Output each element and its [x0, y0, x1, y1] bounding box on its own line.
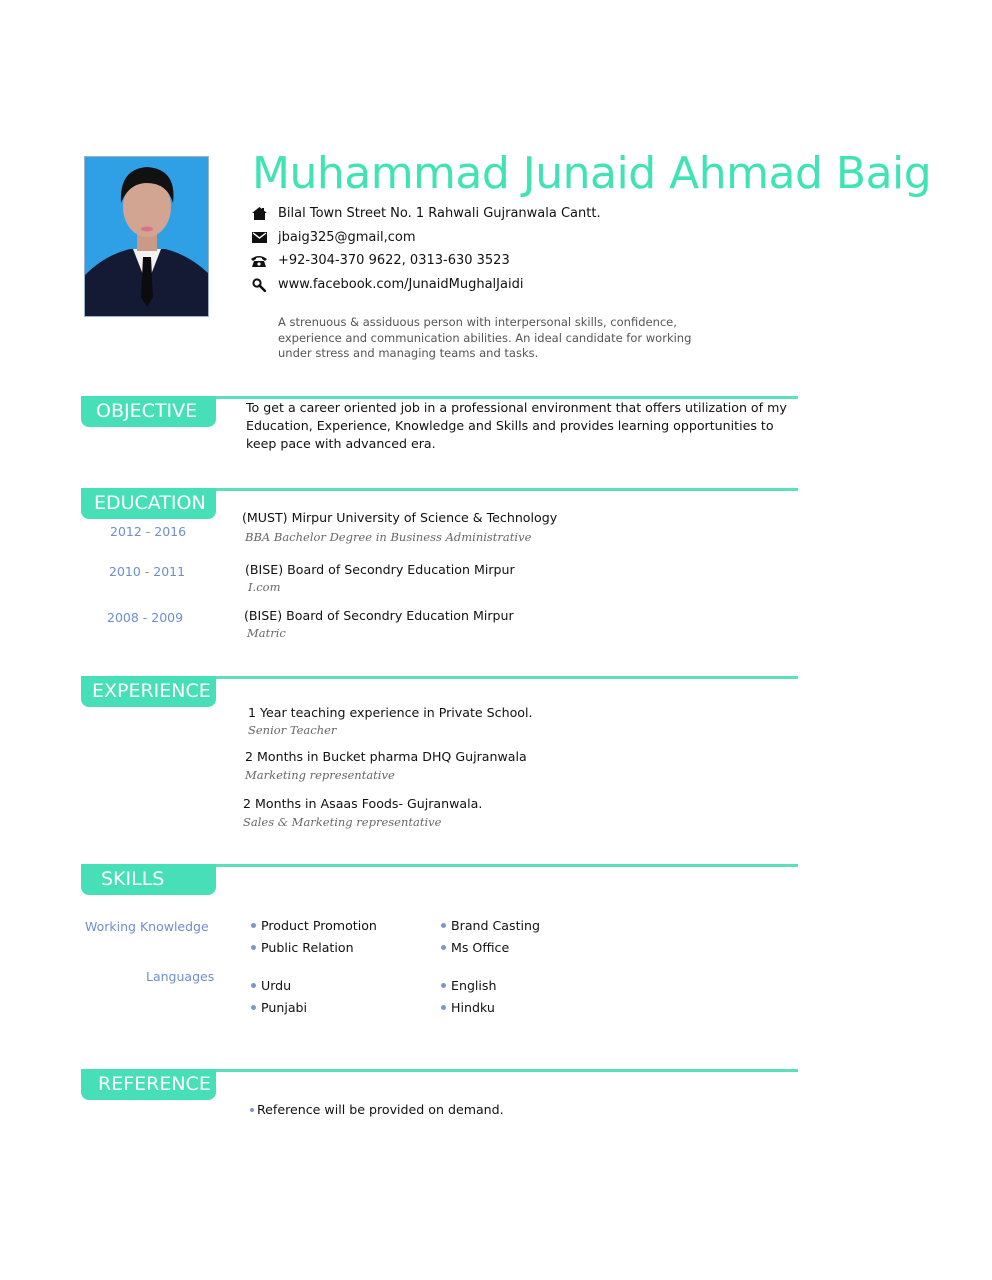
section-header-skills: SKILLS	[81, 864, 216, 895]
education-degree: Matric	[247, 626, 286, 640]
contact-email	[250, 230, 416, 245]
address-text: Bilal Town Street No. 1 Rahwali Gujranwala Cantt.	[278, 206, 601, 221]
skill-item: Product Promotion	[251, 918, 377, 933]
section-header-objective: OBJECTIVE	[81, 396, 216, 427]
phone-text: +92-304-370 9622, 0313-630 3523	[278, 253, 510, 268]
bullet-icon	[251, 923, 256, 928]
languages-label: Languages	[146, 969, 215, 984]
section-header-reference: REFERENCE	[81, 1069, 216, 1100]
education-institution: (BISE) Board of Secondry Education Mirpur	[244, 608, 514, 623]
bullet-icon	[441, 1005, 446, 1010]
bullet-icon	[441, 983, 446, 988]
candidate-name: Muhammad Junaid Ahmad Baig	[252, 148, 932, 199]
education-years: 2012 - 2016	[110, 524, 187, 539]
working-knowledge-label: Working Knowledge	[85, 919, 209, 934]
language-item: Hindku	[441, 1000, 495, 1015]
bullet-icon	[441, 945, 446, 950]
skill-item: Ms Office	[441, 940, 509, 955]
contact-phone	[250, 253, 510, 268]
section-header-experience: EXPERIENCE	[81, 676, 216, 707]
bullet-icon	[251, 983, 256, 988]
facebook-link[interactable]: www.facebook.com/JunaidMughalJaidi	[278, 277, 524, 292]
education-institution: (BISE) Board of Secondry Education Mirpur	[245, 562, 515, 577]
education-years: 2010 - 2011	[109, 564, 186, 579]
education-institution: (MUST) Mirpur University of Science & Technology	[242, 510, 558, 525]
contact-facebook	[250, 277, 523, 292]
language-item: Punjabi	[251, 1000, 307, 1015]
skill-item: Public Relation	[251, 940, 354, 955]
bullet-icon	[441, 923, 446, 928]
phone-icon	[250, 254, 268, 268]
language-item: English	[441, 978, 496, 993]
education-degree: BBA Bachelor Degree in Business Administrative	[245, 530, 532, 544]
bullet-icon	[251, 945, 256, 950]
experience-description: 1 Year teaching experience in Private School.	[248, 705, 533, 720]
search-icon	[250, 278, 268, 292]
language-item: Urdu	[251, 978, 291, 993]
envelope-icon	[250, 231, 268, 245]
email-text[interactable]: jbaig325@gmail,com	[278, 230, 416, 245]
education-years: 2008 - 2009	[107, 610, 184, 625]
bullet-icon	[250, 1108, 254, 1112]
experience-description: 2 Months in Asaas Foods- Gujranwala.	[243, 796, 483, 811]
contact-address	[250, 206, 601, 221]
profile-photo	[84, 156, 209, 317]
reference-item: Reference will be provided on demand.	[250, 1102, 504, 1117]
experience-description: 2 Months in Bucket pharma DHQ Gujranwala	[245, 749, 527, 764]
education-degree: I.com	[248, 580, 281, 594]
objective-text: To get a career oriented job in a professional environment that offers utilization of my Education, Experience, Knowledge and Skills and provides learning opportunities to keep pace with advanced era.	[246, 400, 787, 451]
home-icon	[250, 207, 268, 221]
experience-role: Marketing representative	[245, 768, 395, 782]
profile-summary: A strenuous & assiduous person with interpersonal skills, confidence, experience and communication abilities. An ideal candidate for working under stress and managing teams and tasks.	[278, 315, 692, 360]
person-photo-icon	[85, 157, 209, 317]
bullet-icon	[251, 1005, 256, 1010]
experience-role: Sales & Marketing representative	[243, 815, 442, 829]
skill-item: Brand Casting	[441, 918, 540, 933]
experience-role: Senior Teacher	[248, 723, 337, 737]
section-header-education: EDUCATION	[81, 488, 216, 519]
